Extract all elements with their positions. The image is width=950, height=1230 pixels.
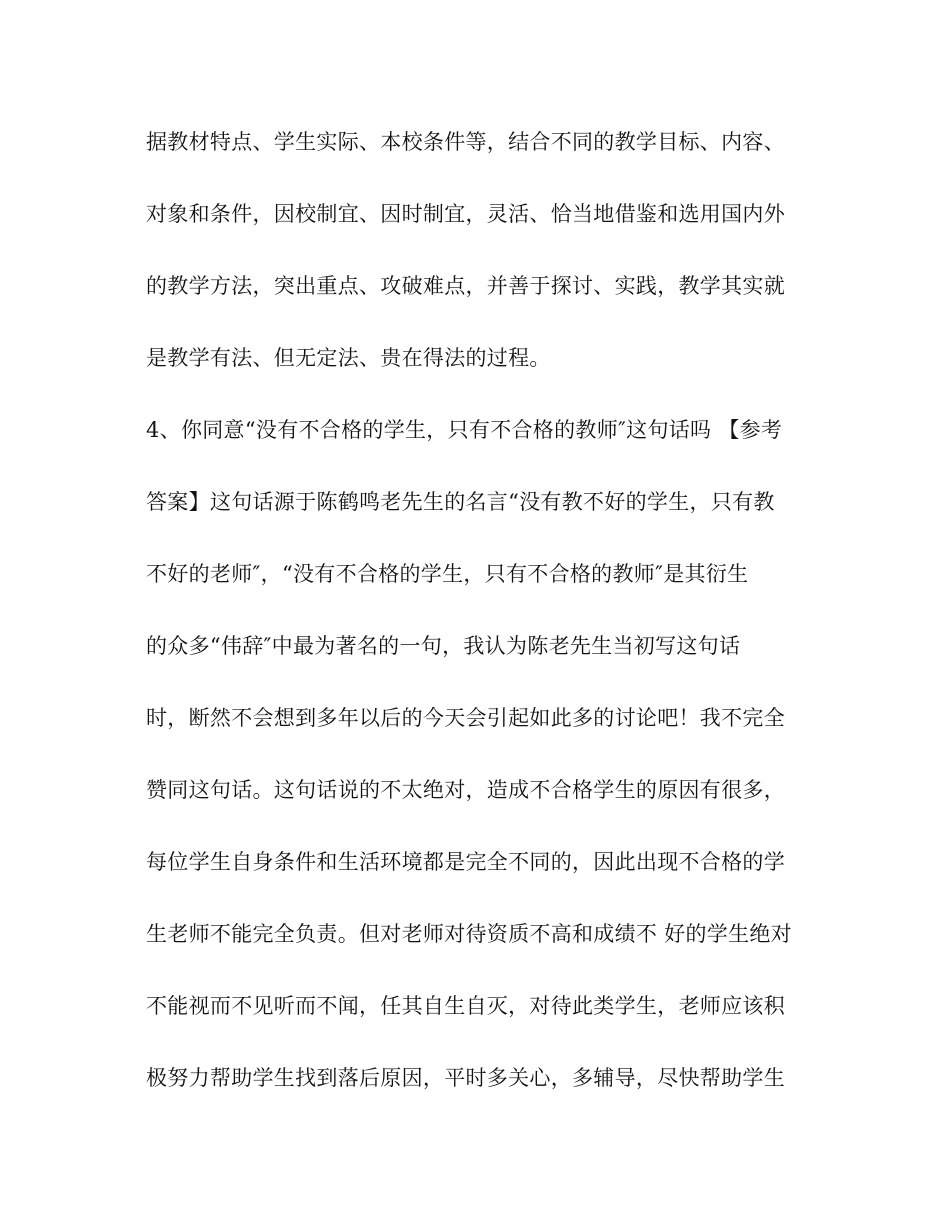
text-line: 生老师不能完全负责。但对老师对待资质不高和成绩不 好的学生绝对 xyxy=(146,922,792,946)
body-text xyxy=(146,122,806,1130)
text-line: 4、你同意“没有不合格的学生，只有不合格的教师″这句话吗 【参考 xyxy=(146,418,783,442)
text-line: 对象和条件，因校制宜、因时制宜，灵活、恰当地借鉴和选用国内外 xyxy=(146,202,785,226)
text-line: 时，断然不会想到多年以后的今天会引起如此多的讨论吧！我不完全 xyxy=(146,706,785,730)
text-line: 每位学生自身条件和生活环境都是完全不同的，因此出现不合格的学 xyxy=(146,850,785,874)
text-line: 答案】这句话源于陈鹤鸣老先生的名言“没有教不好的学生，只有教 xyxy=(146,490,775,514)
text-line: 是教学有法、但无定法、贵在得法的过程。 xyxy=(146,346,551,370)
text-line: 据教材特点、学生实际、本校条件等，结合不同的教学目标、内容、 xyxy=(146,130,785,154)
text-line: 的教学方法，突出重点、攻破难点，并善于探讨、实践，教学其实就 xyxy=(146,274,785,298)
text-line: 极努力帮助学生找到落后原因，平时多关心，多辅导，尽快帮助学生 xyxy=(146,1066,785,1090)
text-line: 赞同这句话。这句话说的不太绝对，造成不合格学生的原因有很多， xyxy=(146,778,785,802)
text-line: 不能视而不见听而不闻，任其自生自灭，对待此类学生，老师应该积 xyxy=(146,994,785,1018)
text-line: 不好的老师″，“没有不合格的学生，只有不合格的教师″是其衍生 xyxy=(146,562,749,586)
text-line: 的众多“伟辞″中最为著名的一句，我认为陈老先生当初写这句话 xyxy=(146,634,741,658)
